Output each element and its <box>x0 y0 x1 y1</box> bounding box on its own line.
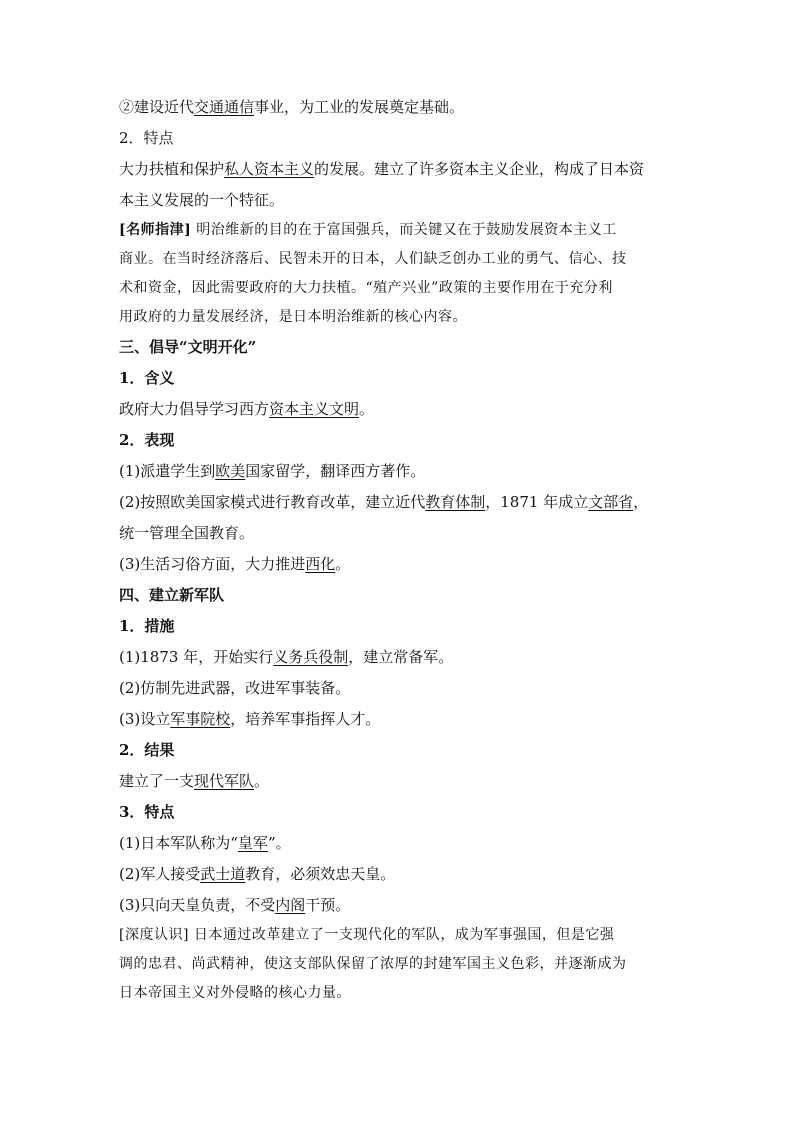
text-line <box>119 549 679 580</box>
text-segment: ”。 <box>267 834 291 852</box>
text-segment: 国家留学，翻译西方著作。 <box>245 462 426 480</box>
text-segment: (1)1873 年，开始实行 <box>119 648 274 666</box>
note-line <box>119 921 679 950</box>
underlined-term: 现代军队 <box>194 772 255 790</box>
text-segment: (2)仿制先进武器，改进军事装备。 <box>119 679 351 697</box>
underlined-term: 交通通信 <box>194 98 255 116</box>
underlined-term: 资本主义文明 <box>269 400 360 418</box>
text-segment: 干预。 <box>305 896 351 914</box>
text-segment: 2．表现 <box>119 431 175 449</box>
text-segment: 事业，为工业的发展奠定基础。 <box>254 98 465 116</box>
text-segment: 日本通过改革建立了一支现代化的军队，成为军事强国，但是它强 <box>188 927 615 943</box>
text-line <box>119 828 679 859</box>
section-heading <box>119 363 679 394</box>
section-heading <box>119 425 679 456</box>
text-segment: 1．含义 <box>119 369 175 387</box>
underlined-term: 皇军 <box>237 834 268 852</box>
text-segment: 2．结果 <box>119 741 175 759</box>
text-segment: ，建立常备军。 <box>348 648 454 666</box>
text-segment: 术和资金，因此需要政府的大力扶植。“殖产兴业”政策的主要作用在于充分利 <box>119 280 613 296</box>
note-line <box>119 950 679 979</box>
text-segment: 的发展。建立了许多资本主义企业，构成了日本资 <box>314 160 645 178</box>
text-segment: (3)生活习俗方面，大力推进 <box>119 555 306 573</box>
text-segment: 。 <box>254 772 270 790</box>
text-segment: 2．特点 <box>119 129 174 147</box>
text-segment: 统一管理全国教育。 <box>119 524 255 542</box>
text-segment: (3)设立 <box>119 710 171 728</box>
text-line <box>119 704 679 735</box>
section-heading <box>119 332 679 363</box>
text-segment: ，1871 年成立 <box>485 493 589 511</box>
text-segment: 调的忠君、尚武精神，使这支部队保留了浓厚的封建军国主义色彩，并逐渐成为 <box>119 956 627 972</box>
section-heading <box>119 735 679 766</box>
text-segment: 四、建立新军队 <box>119 586 225 604</box>
text-segment: (2)军人接受 <box>119 865 201 883</box>
text-segment: [深度认识] <box>119 927 189 943</box>
text-segment: ，培养军事指挥人才。 <box>230 710 381 728</box>
text-segment: (1)派遣学生到 <box>119 462 216 480</box>
text-line <box>119 185 679 216</box>
section-heading <box>119 611 679 642</box>
text-segment: 商业。在当时经济落后、民智未开的日本，人们缺乏创办工业的勇气、信心、技 <box>119 251 627 267</box>
text-segment: (1)日本军队称为“ <box>119 834 238 852</box>
text-segment: 用政府的力量发展经济，是日本明治维新的核心内容。 <box>119 309 467 325</box>
underlined-term: 欧美 <box>215 462 246 480</box>
text-segment: (3)只向天皇负责，不受 <box>119 896 276 914</box>
text-segment: 教育，必须效忠天皇。 <box>245 865 396 883</box>
underlined-term: 义务兵役制 <box>273 648 349 666</box>
text-segment: 3．特点 <box>119 803 175 821</box>
note-line <box>119 274 679 303</box>
text-segment: 政府大力倡导学习西方 <box>119 400 270 418</box>
text-segment: 建立了一支 <box>119 772 195 790</box>
underlined-term: 内阁 <box>275 896 306 914</box>
text-line <box>119 518 679 549</box>
text-segment: 本主义发展的一个特征。 <box>119 191 285 209</box>
underlined-term: 私人资本主义 <box>224 160 315 178</box>
text-line <box>119 487 679 518</box>
text-line <box>119 123 679 154</box>
section-heading <box>119 580 679 611</box>
text-line <box>119 890 679 921</box>
text-line <box>119 92 679 123</box>
underlined-term: 文部省 <box>588 493 634 511</box>
note-line <box>119 245 679 274</box>
text-segment: 。 <box>335 555 351 573</box>
text-line <box>119 394 679 425</box>
text-line <box>119 766 679 797</box>
text-line <box>119 642 679 673</box>
text-segment: 大力扶植和保护 <box>119 160 225 178</box>
text-segment: 1．措施 <box>119 617 175 635</box>
text-segment: ， <box>633 493 649 511</box>
text-segment: 明治维新的目的在于富国强兵，而关键又在于鼓励发展资本主义工 <box>191 222 617 238</box>
underlined-term: 武士道 <box>200 865 246 883</box>
underlined-term: 军事院校 <box>170 710 231 728</box>
text-segment: ②建设近代 <box>119 98 195 116</box>
text-line <box>119 859 679 890</box>
text-segment: 。 <box>359 400 375 418</box>
note-line <box>119 303 679 332</box>
text-segment: [名师指津] <box>119 222 192 238</box>
text-line <box>119 673 679 704</box>
document-page <box>119 92 679 1008</box>
underlined-term: 西化 <box>305 555 336 573</box>
note-line <box>119 979 679 1008</box>
section-heading <box>119 797 679 828</box>
text-segment: 三、倡导“文明开化” <box>119 338 257 356</box>
note-line <box>119 216 679 245</box>
text-line <box>119 154 679 185</box>
text-segment: (2)按照欧美国家模式进行教育改革，建立近代 <box>119 493 426 511</box>
text-line <box>119 456 679 487</box>
underlined-term: 教育体制 <box>425 493 486 511</box>
text-segment: 日本帝国主义对外侵略的核心力量。 <box>119 985 351 1001</box>
